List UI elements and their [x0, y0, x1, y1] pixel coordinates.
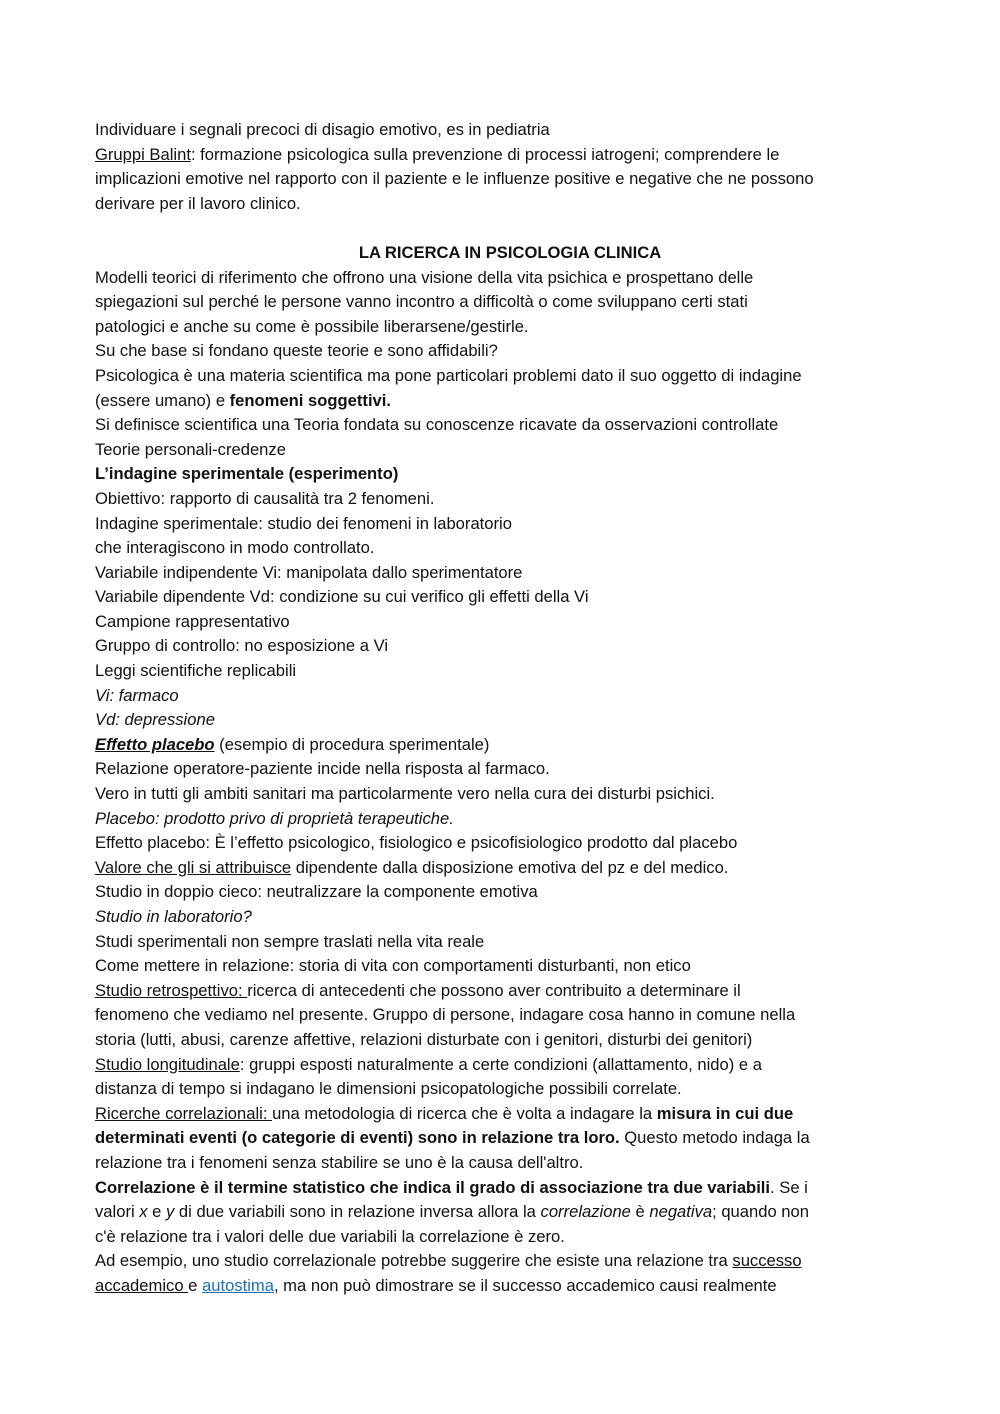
text-line: Studio retrospettivo: ricerca di antecedenti che possono aver contribuito a determinare il	[95, 980, 741, 1000]
text-line: Vero in tutti gli ambiti sanitari ma particolarmente vero nella cura dei disturbi psichici.	[95, 784, 715, 804]
text-line: Modelli teorici di riferimento che offrono una visione della vita psichica e prospettano delle	[95, 267, 754, 287]
text-line: Gruppi Balint: formazione psicologica sulla prevenzione di processi iatrogeni; comprendere le	[95, 144, 780, 164]
text-line: Valore che gli si attribuisce dipendente dalla disposizione emotiva del pz e del medico.	[95, 857, 729, 877]
text-line: Leggi scientifiche replicabili	[95, 661, 297, 681]
text-line: Effetto placebo: È l’effetto psicologico, fisiologico e psicofisiologico prodotto dal placebo	[95, 833, 738, 853]
text-line: Effetto placebo (esempio di procedura sperimentale)	[95, 734, 490, 754]
section-title: LA RICERCA IN PSICOLOGIA CLINICA	[358, 242, 662, 262]
bold-phrase: misura in cui due	[656, 1103, 794, 1123]
text-line: storia (lutti, abusi, carenze affettive, relazioni disturbate con i genitori, disturbi dei genitori)	[95, 1029, 753, 1049]
bold-phrase: fenomeni soggettivi.	[229, 390, 391, 410]
text-line: valori x e y di due variabili sono in relazione inversa allora la correlazione è negativa; quando non	[95, 1202, 809, 1222]
underlined-phrase: successo	[732, 1251, 802, 1271]
term-studio-retrospettivo: Studio retrospettivo:	[95, 980, 248, 1000]
text-line: distanza di tempo si indagano le dimensioni psicopatologiche possibili correlate.	[95, 1079, 682, 1099]
text-line: determinati eventi (o categorie di eventi) sono in relazione tra loro. Questo metodo indaga la	[95, 1128, 810, 1148]
italic-line: Placebo: prodotto privo di proprietà terapeutiche.	[95, 808, 454, 828]
text-line: Relazione operatore-paziente incide nella risposta al farmaco.	[95, 759, 550, 779]
text-line: derivare per il lavoro clinico.	[95, 193, 301, 213]
italic-line: Vi: farmaco	[95, 685, 179, 705]
text-line: Su che base si fondano queste teorie e sono affidabili?	[95, 341, 498, 361]
text-line: Obiettivo: rapporto di causalità tra 2 fenomeni.	[95, 488, 435, 508]
text-line: Ad esempio, uno studio correlazionale potrebbe suggerire che esiste una relazione tra successo	[95, 1251, 802, 1271]
text-line: accademico e autostima, ma non può dimostrare se il successo accademico causi realmente	[95, 1275, 777, 1295]
subheading-placebo: Effetto placebo	[95, 734, 215, 754]
text-line: Individuare i segnali precoci di disagio emotivo, es in pediatria	[95, 120, 550, 139]
text-line: Campione rappresentativo	[95, 611, 290, 631]
text-line: che interagiscono in modo controllato.	[95, 538, 375, 558]
text-line: patologici e anche su come è possibile liberarsene/gestirle.	[95, 316, 529, 336]
text-line: c'è relazione tra i valori delle due variabili la correlazione è zero.	[95, 1226, 565, 1246]
underlined-phrase: accademico	[95, 1275, 189, 1295]
text-line: Studio longitudinale: gruppi esposti naturalmente a certe condizioni (allattamento, nido) e a	[95, 1054, 762, 1074]
bold-definition: Correlazione è il termine statistico che indica il grado di associazione tra due variabili	[95, 1177, 771, 1197]
text-line: relazione tra i fenomeni senza stabilire se uno è la causa dell'altro.	[95, 1152, 584, 1172]
term-studio-longitudinale: Studio longitudinale	[95, 1054, 240, 1074]
text-line: Variabile dipendente Vd: condizione su cui verifico gli effetti della Vi	[95, 587, 589, 607]
text-line: spiegazioni sul perché le persone vanno incontro a difficoltà o come sviluppano certi stati	[95, 292, 748, 312]
text-line: Psicologica è una materia scientifica ma pone particolari problemi dato il suo oggetto di indagine	[95, 365, 802, 385]
text-line: Si definisce scientifica una Teoria fondata su conoscenze ricavate da osservazioni controllate	[95, 415, 779, 435]
text-line: Teorie personali-credenze	[95, 439, 286, 459]
text-line: Ricerche correlazionali: una metodologia di ricerca che è volta a indagare la misura in cui due	[95, 1103, 794, 1123]
bold-phrase: determinati eventi (o categorie di eventi) sono in relazione tra loro.	[95, 1128, 620, 1148]
text-line: implicazioni emotive nel rapporto con il paziente e le influenze positive e negative che ne possono	[95, 169, 814, 189]
text-line: Variabile indipendente Vi: manipolata dallo sperimentatore	[95, 562, 523, 582]
document-page	[95, 118, 925, 1299]
autostima-link[interactable]: autostima	[202, 1275, 274, 1295]
text-line: Come mettere in relazione: storia di vita con comportamenti disturbanti, non etico	[95, 956, 691, 976]
text-line: Gruppo di controllo: no esposizione a Vi	[95, 636, 389, 656]
text-line: (essere umano) e fenomeni soggettivi.	[95, 390, 391, 410]
term-ricerche-correlazionali: Ricerche correlazionali:	[95, 1103, 273, 1123]
text-line: Studio in doppio cieco: neutralizzare la componente emotiva	[95, 882, 538, 902]
text-line: fenomeno che vediamo nel presente. Gruppo di persone, indagare cosa hanno in comune nella	[95, 1005, 796, 1025]
underlined-phrase: Valore che gli si attribuisce	[95, 857, 292, 877]
text-line: Correlazione è il termine statistico che indica il grado di associazione tra due variabili. Se i	[95, 1177, 808, 1197]
italic-line: Vd: depressione	[95, 710, 215, 730]
spacer	[95, 216, 925, 241]
term-gruppi-balint: Gruppi Balint	[95, 144, 191, 164]
text-line: Studi sperimentali non sempre traslati nella vita reale	[95, 931, 485, 951]
subheading-experiment: L’indagine sperimentale (esperimento)	[95, 464, 399, 484]
text-line: Indagine sperimentale: studio dei fenomeni in laboratorio	[95, 513, 512, 533]
italic-line: Studio in laboratorio?	[95, 907, 252, 926]
